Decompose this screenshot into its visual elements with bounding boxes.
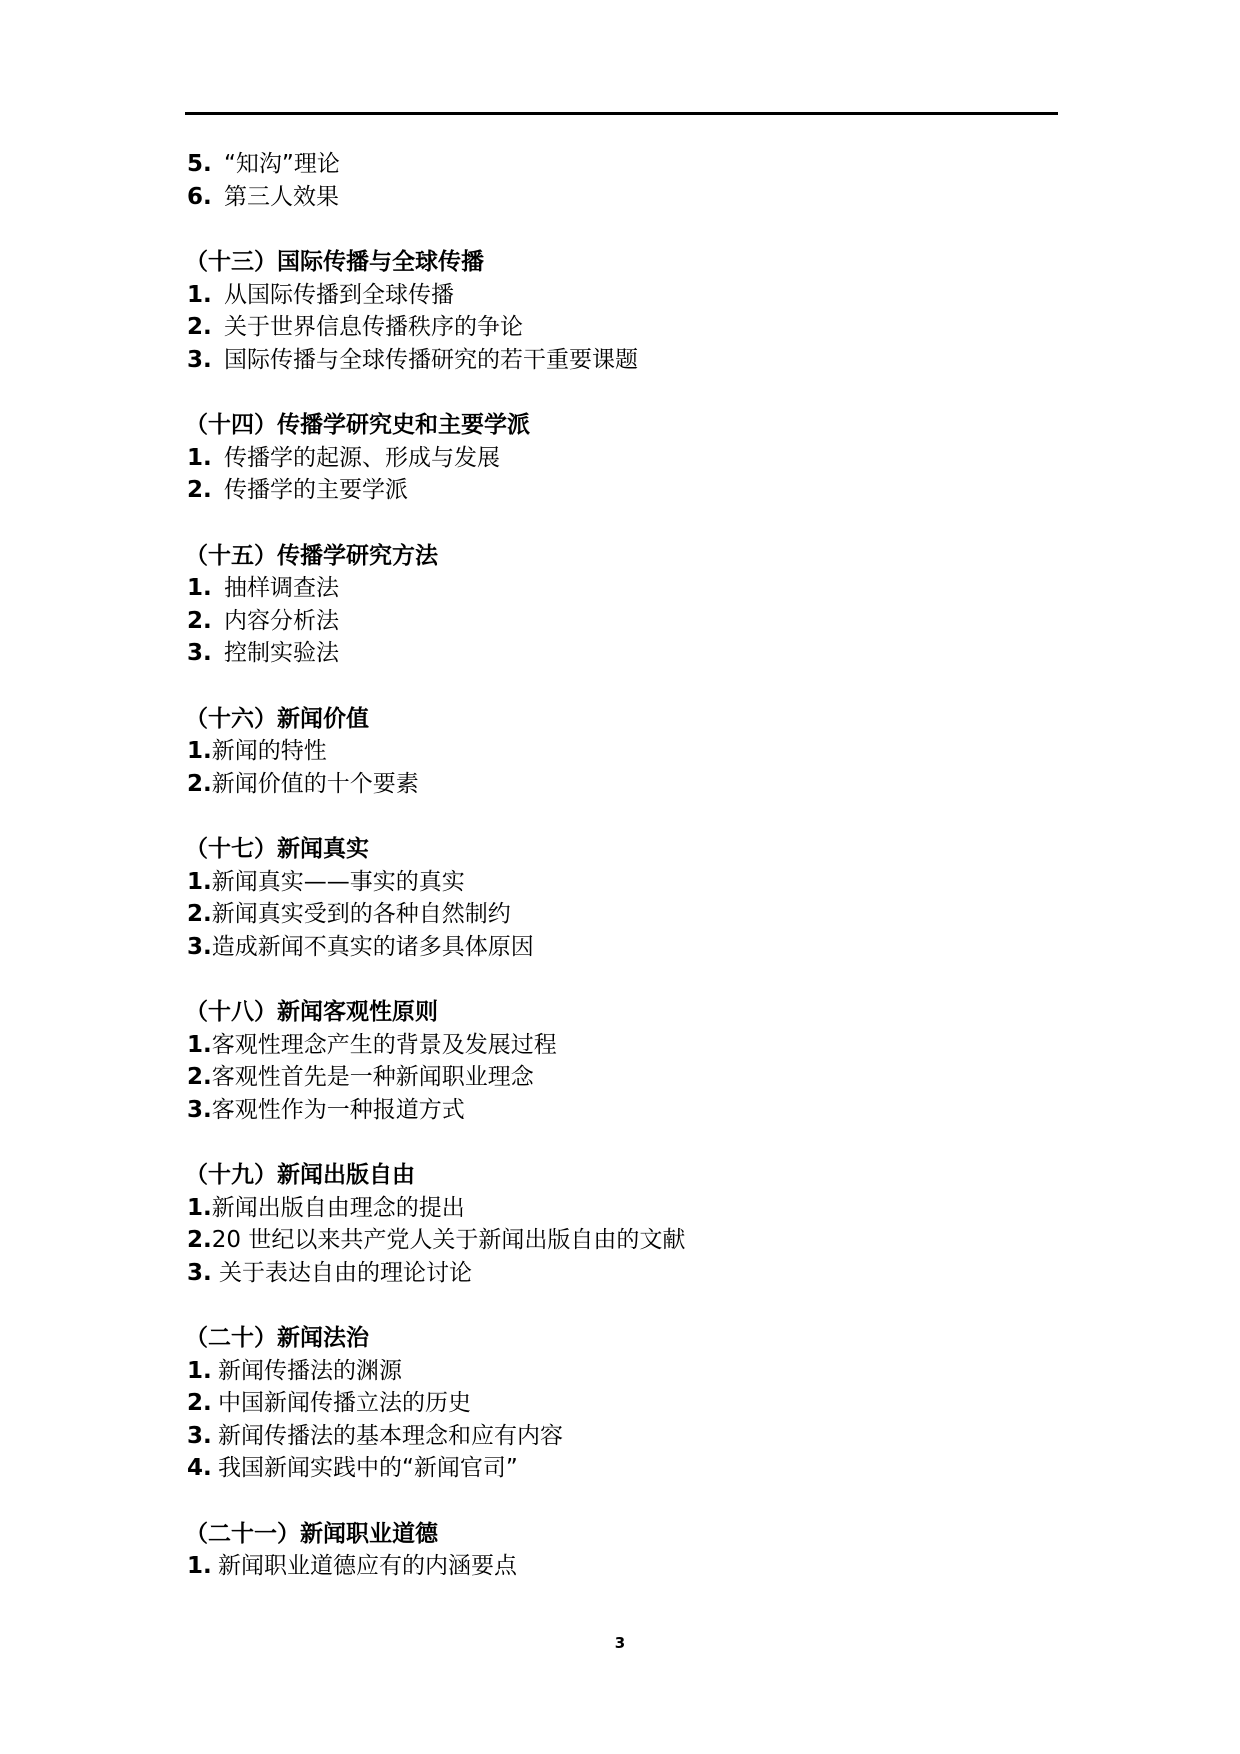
item-text: 抽样调查法 [224,575,339,601]
item-text: 新闻的特性 [211,738,327,764]
outline-item [187,1420,1057,1453]
item-number: 3. [187,346,212,373]
outline-item [187,1224,1057,1257]
outline-item [187,605,1057,638]
section-gap [187,670,1057,703]
item-text: 造成新闻不真实的诸多具体原因 [211,933,534,960]
outline-item [187,442,1057,475]
item-number: 3. [187,640,212,666]
item-number: 4. [187,1455,212,1481]
item-number: 1. [187,444,212,471]
item-number: 1. [187,868,212,895]
item-number: 1. [187,575,212,601]
section-gap [187,376,1057,409]
outline-item [187,637,1057,670]
section-heading: （十五）传播学研究方法 [185,542,438,569]
item-text: 客观性理念产生的背景及发展过程 [211,1031,557,1058]
item-text: 传播学的起源、形成与发展 [224,444,500,471]
outline-item [187,898,1057,931]
item-number: 1. [187,281,212,308]
outline-item [187,1550,1057,1583]
section-heading: （十六）新闻价值 [185,705,369,732]
item-text: 客观性首先是一种新闻职业理念 [211,1064,534,1090]
outline-item [187,1029,1057,1062]
outline-item [187,148,1057,181]
header-rule [185,112,1058,115]
item-text: 新闻真实——事实的真实 [211,868,465,895]
item-text: 中国新闻传播立法的历史 [218,1390,471,1416]
section-gap [187,800,1057,833]
item-text: 控制实验法 [224,640,339,666]
outline-item [187,1452,1057,1485]
outline-item [187,768,1057,801]
item-number: 1. [187,1553,212,1579]
outline-item [187,344,1057,377]
section-heading: （十七）新闻真实 [185,836,369,862]
item-number: 2. [187,1064,212,1090]
item-text: “知沟”理论 [224,151,340,177]
section-heading: （十四）传播学研究史和主要学派 [185,412,530,438]
item-text: 新闻真实受到的各种自然制约 [211,901,511,927]
item-number: 1. [187,1194,212,1221]
item-number: 6. [187,183,212,210]
item-text: 从国际传播到全球传播 [224,281,454,308]
outline-item [187,474,1057,507]
item-text: 新闻出版自由理念的提出 [211,1194,465,1221]
outline-item [187,866,1057,899]
item-text: 新闻传播法的渊源 [218,1357,402,1384]
item-text: 新闻价值的十个要素 [211,770,419,797]
item-text: 新闻职业道德应有的内涵要点 [218,1553,517,1579]
outline-item [187,572,1057,605]
item-text: 客观性作为一种报道方式 [211,1096,465,1123]
item-text: 传播学的主要学派 [224,477,408,503]
outline-item [187,735,1057,768]
outline-item [187,279,1057,312]
item-text: 我国新闻实践中的“新闻官司” [218,1455,518,1481]
outline-content [187,148,1057,1583]
outline-item [187,1061,1057,1094]
item-number: 2. [187,901,212,927]
item-number: 2. [187,770,212,797]
item-text: 国际传播与全球传播研究的若干重要课题 [224,346,638,373]
outline-item [187,181,1057,214]
outline-item [187,1094,1057,1127]
outline-item [187,1355,1057,1388]
section-heading: （二十）新闻法治 [185,1325,369,1351]
item-number: 2. [187,607,212,634]
section-gap [187,1126,1057,1159]
item-number: 1. [187,738,212,764]
item-number: 2. [187,1390,212,1416]
outline-item [187,311,1057,344]
item-number: 2. [187,1227,212,1253]
item-text: 内容分析法 [224,607,339,634]
item-number: 3. [187,933,212,960]
item-number: 2. [187,477,212,503]
section-gap [187,1289,1057,1322]
section-heading: （十八）新闻客观性原则 [185,999,438,1025]
item-number: 3. [187,1259,212,1286]
item-text: 关于世界信息传播秩序的争论 [224,314,523,340]
item-number: 1. [187,1031,212,1058]
item-number: 3. [187,1422,212,1449]
item-text: 关于表达自由的理论讨论 [211,1259,473,1286]
item-number: 2. [187,314,212,340]
section-gap [187,963,1057,996]
item-number: 3. [187,1096,212,1123]
item-text: 第三人效果 [224,183,339,210]
section-gap [187,507,1057,540]
outline-item [187,1257,1057,1290]
section-gap [187,1485,1057,1518]
item-number: 5. [187,151,212,177]
section-heading: （二十一）新闻职业道德 [185,1520,438,1547]
item-text: 新闻传播法的基本理念和应有内容 [218,1422,563,1449]
section-heading: （十三）国际传播与全球传播 [185,249,484,275]
section-heading: （十九）新闻出版自由 [185,1162,415,1188]
page-number: 3 [614,1634,626,1652]
item-text: 20 世纪以来共产党人关于新闻出版自由的文献 [211,1227,686,1253]
outline-item [187,931,1057,964]
outline-item [187,1387,1057,1420]
item-number: 1. [187,1357,212,1384]
section-gap [187,213,1057,246]
outline-item [187,1192,1057,1225]
